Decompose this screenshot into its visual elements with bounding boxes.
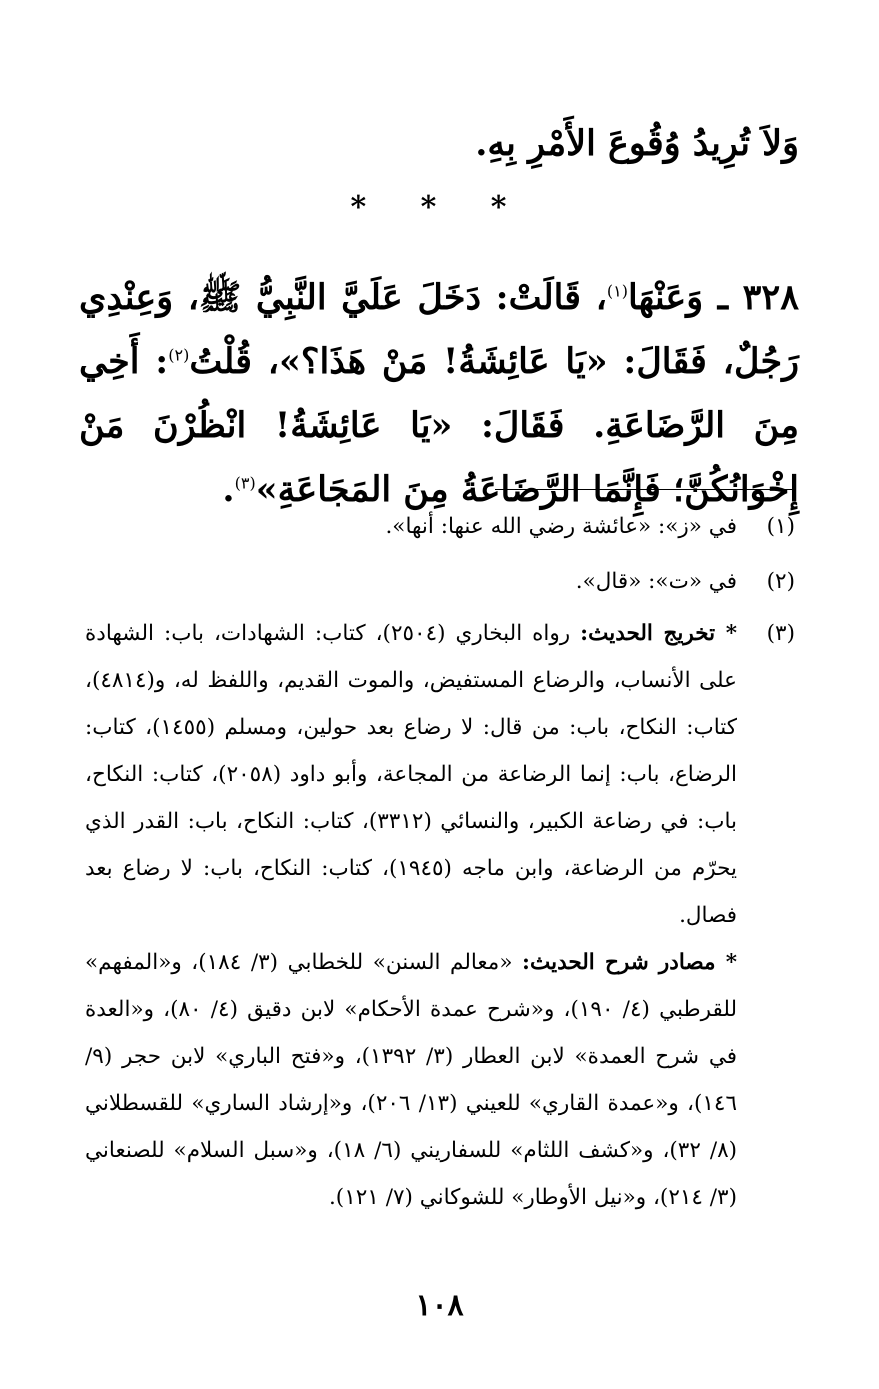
footnote-ref-1[interactable]: (١) — [606, 281, 629, 301]
footnote-text: في «ز»: «عائشة رضي الله عنها: أنها». — [385, 514, 737, 539]
footnote-text: في «ت»: «قال». — [575, 569, 737, 594]
footnote-ref-2[interactable]: (٢) — [168, 345, 190, 365]
sources-label: * مصادر شرح الحديث: — [522, 950, 738, 975]
sources-paragraph — [85, 939, 737, 1221]
footnote-3 — [85, 610, 795, 1221]
closing-line: وَلاَ تُرِيدُ وُقُوعَ الأَمْرِ بِهِ. — [475, 123, 799, 164]
hadith-part-2: : أَخِي مِنَ الرَّضَاعَةِ. فَقَالَ: «يَا عَائِشَةُ! انْظُرْنَ مَنْ إِخْوَانُكُنَّ؛ فَإِنَّمَا الرَّضَاعَةُ مِنَ المَجَاعَةِ» — [79, 341, 799, 510]
footnote-ref-3[interactable]: (٣) — [234, 473, 256, 493]
footnote-number: (١) — [766, 514, 795, 539]
takhrij-paragraph — [85, 610, 737, 939]
hadith-end: . — [222, 469, 235, 510]
takhrij-text: رواه البخاري (٢٥٠٤)، كتاب: الشهادات، باب: الشهادة على الأنساب، والرضاع المستفيض، والموت القديم، واللفظ له، و(٤٨١٤)، كتاب: النكاح، باب: من قال: لا رضاع بعد حولين، ومسلم (١٤٥٥)، كتاب: الرضاع، باب: إنما الرضاعة من المجاعة، وأبو داود (٢٠٥٨)، كتاب: النكاح، باب: في رضاعة الكبير، والنسائي (٣٣١٢)، كتاب: النكاح، باب: القدر الذي يحرّم من الرضاعة، وابن ماجه (١٩٤٥)، كتاب: النكاح، باب: لا رضاع بعد فصال. — [85, 621, 737, 928]
sources-text: «معالم السنن» للخطابي (٣/ ١٨٤)، و«المفهم» للقرطبي (٤/ ١٩٠)، و«شرح عمدة الأحكام» لابن دقيق (٤/ ٨٠)، و«العدة في شرح العمدة» لابن العطار (٣/ ١٣٩٢)، و«فتح الباري» لابن حجر (٩/ ١٤٦)، و«عمدة القاري» للعيني (١٣/ ٢٠٦)، و«إرشاد الساري» للقسطلاني (٨/ ٣٢)، و«كشف اللثام» للسفاريني (٦/ ١٨)، و«سبل السلام» للصنعاني (٣/ ٢١٤)، و«نيل الأوطار» للشوكاني (٧/ ١٢١). — [85, 950, 738, 1210]
footnote-2 — [85, 558, 795, 605]
footnote-number: (٢) — [766, 569, 795, 594]
section-separator: * * * — [350, 190, 529, 225]
page-number: ١٠٨ — [415, 1288, 464, 1323]
hadith-number-prefix: ٣٢٨ ـ وَعَنْهَا — [628, 277, 799, 318]
hadith-part-1: ، قَالَتْ: دَخَلَ عَلَيَّ النَّبِيُّ ﷺ، وَعِنْدِي رَجُلٌ، فَقَالَ: «يَا عَائِشَةُ! مَنْ هَذَا؟»، قُلْتُ — [79, 277, 799, 382]
footnote-1 — [85, 503, 795, 550]
takhrij-label: * تخريج الحديث: — [580, 621, 737, 646]
footnote-number: (٣) — [766, 621, 795, 646]
hadith-text — [79, 266, 799, 522]
footnote-divider — [495, 489, 795, 490]
